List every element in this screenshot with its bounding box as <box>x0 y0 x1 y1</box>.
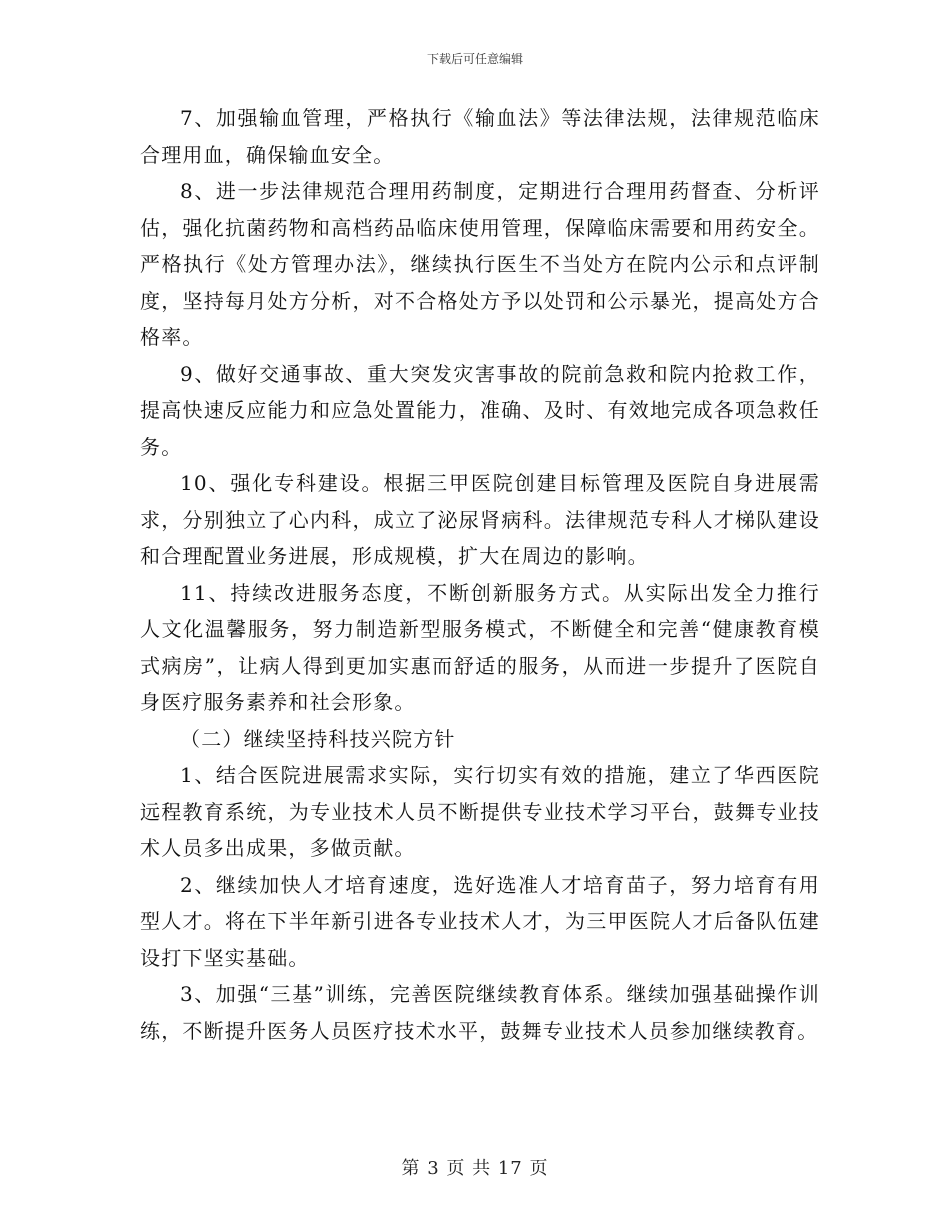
paragraph-item-9: 9、做好交通事故、重大突发灾害事故的院前急救和院内抢救工作，提高快速反应能力和应急处置能力，准确、及时、有效地完成各项急救任务。 <box>140 361 820 459</box>
paragraph-item-3: 3、加强“三基”训练，完善医院继续教育体系。继续加强基础操作训练，不断提升医务人员医疗技术水平，鼓舞专业技术人员参加继续教育。 <box>140 982 820 1043</box>
paragraph-item-2: 2、继续加快人才培育速度，选好选准人才培育苗子，努力培育有用型人才。将在下半年新引进各专业技术人才，为三甲医院人才后备队伍建设打下坚实基础。 <box>140 872 820 970</box>
page-footer: 第 3 页 共 17 页 <box>401 1158 549 1179</box>
document-body <box>140 100 820 1049</box>
paragraph-item-7: 7、加强输血管理，严格执行《输血法》等法律法规，法律规范临床合理用血，确保输血安全。 <box>140 106 820 167</box>
page-header: 下载后可任意编辑 <box>426 52 523 66</box>
paragraph-item-11: 11、持续改进服务态度，不断创新服务方式。从实际出发全力推行人文化温馨服务，努力制造新型服务模式，不断健全和完善“健康教育模式病房”，让病人得到更加实惠而舒适的服务，从而进一步提升了医院自身医疗服务素养和社会形象。 <box>140 580 820 714</box>
paragraph-item-10: 10、强化专科建设。根据三甲医院创建目标管理及医院自身进展需求，分别独立了心内科，成立了泌尿肾病科。法律规范专科人才梯队建设和合理配置业务进展，形成规模，扩大在周边的影响。 <box>140 471 820 568</box>
paragraph-item-8: 8、进一步法律规范合理用药制度，定期进行合理用药督查、分析评估，强化抗菌药物和高档药品临床使用管理，保障临床需要和用药安全。严格执行《处方管理办法》，继续执行医生不当处方在院内公示和点评制度，坚持每月处方分析，对不合格处方予以处罚和公示暴光，提高处方合格率。 <box>140 179 820 349</box>
paragraph-item-1: 1、结合医院进展需求实际，实行切实有效的措施，建立了华西医院远程教育系统，为专业技术人员不断提供专业技术学习平台，鼓舞专业技术人员多出成果，多做贡献。 <box>140 763 820 860</box>
section-heading: （二）继续坚持科技兴院方针 <box>180 726 456 751</box>
